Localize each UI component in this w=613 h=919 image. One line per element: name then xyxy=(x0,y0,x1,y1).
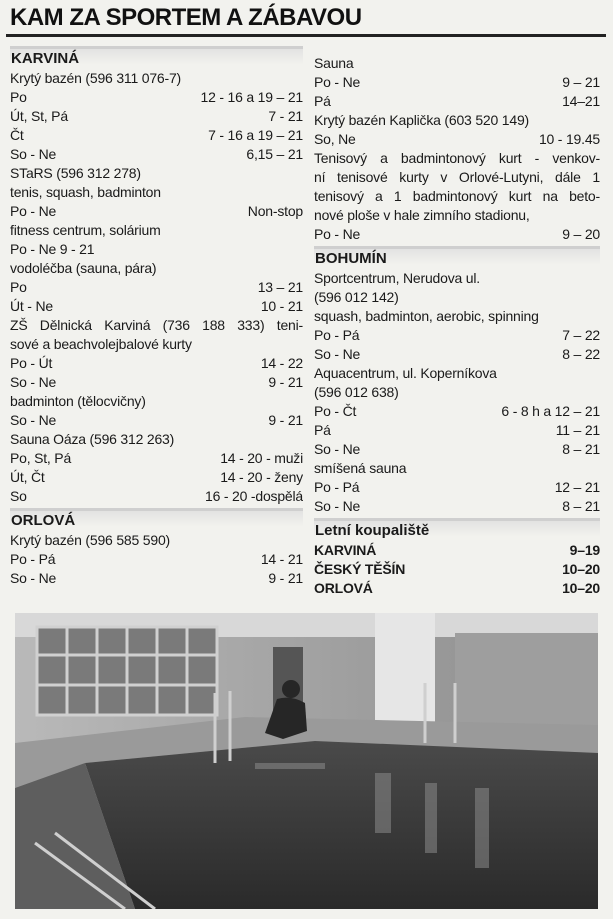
row-label: Krytý bazén (596 311 076-7) xyxy=(10,70,182,86)
schedule-row xyxy=(314,92,600,111)
schedule-row xyxy=(10,411,303,430)
section-heading: KARVINÁ xyxy=(10,46,303,69)
row-hours: 7 – 22 xyxy=(562,327,600,343)
row-label: Sauna xyxy=(314,55,354,71)
row-hours: 13 – 21 xyxy=(257,279,303,295)
row-label: STaRS (596 312 278) xyxy=(10,165,141,181)
headline: KAM ZA SPORTEM A ZÁBAVOU xyxy=(10,4,362,31)
text-line: tenisový a 1 badmintonový kurt na beto- xyxy=(314,188,600,204)
row-label: So, Ne xyxy=(314,131,356,147)
row-hours: 14 - 21 xyxy=(260,551,303,567)
schedule-row xyxy=(10,487,303,506)
row-hours: 14 - 22 xyxy=(260,355,303,371)
row-hours: 9 – 20 xyxy=(562,226,600,242)
text-line xyxy=(10,335,303,354)
row-label: So - Ne xyxy=(10,146,57,162)
schedule-row xyxy=(314,326,600,345)
row-label: ČESKÝ TĚŠÍN xyxy=(314,561,406,577)
row-label: Po - Ne xyxy=(314,74,361,90)
left-column xyxy=(10,44,303,588)
row-label: (596 012 142) xyxy=(314,289,399,305)
schedule-row xyxy=(10,468,303,487)
row-label: Po - Út xyxy=(10,355,53,371)
row-label: Po xyxy=(10,279,27,295)
row-hours: 9–19 xyxy=(569,542,600,558)
text-line xyxy=(10,164,303,183)
text-line xyxy=(10,240,303,259)
row-label: Sportcentrum, Nerudova ul. xyxy=(314,270,480,286)
text-line xyxy=(10,69,303,88)
row-label: sové a beachvolejbalové kurty xyxy=(10,336,192,352)
row-label: fitness centrum, solárium xyxy=(10,222,161,238)
text-line: Tenisový a badmintonový kurt - venkov- xyxy=(314,150,600,166)
row-hours: 8 – 21 xyxy=(562,498,600,514)
row-label: Út, Čt xyxy=(10,469,45,485)
schedule-row xyxy=(314,73,600,92)
text-line xyxy=(314,307,600,326)
row-label: smíšená sauna xyxy=(314,460,407,476)
row-label: Po - Pá xyxy=(314,479,360,495)
pool-photo xyxy=(15,613,598,909)
schedule-row xyxy=(314,225,600,244)
row-label: Pá xyxy=(314,422,331,438)
schedule-row xyxy=(10,126,303,145)
schedule-row xyxy=(10,278,303,297)
schedule-row xyxy=(10,107,303,126)
row-label: KARVINÁ xyxy=(314,542,377,558)
row-label: Po - Pá xyxy=(314,327,360,343)
row-label: Po, St, Pá xyxy=(10,450,72,466)
schedule-row xyxy=(314,478,600,497)
row-hours: 7 - 21 xyxy=(268,108,303,124)
row-label: So xyxy=(10,488,27,504)
schedule-row xyxy=(10,145,303,164)
schedule-row xyxy=(10,202,303,221)
row-hours: 14–21 xyxy=(562,93,600,109)
row-label: So - Ne xyxy=(10,412,57,428)
row-label: Pá xyxy=(314,93,331,109)
row-hours: Non-stop xyxy=(247,203,303,219)
schedule-row xyxy=(314,421,600,440)
row-hours: 6,15 – 21 xyxy=(246,146,303,162)
row-hours: 8 – 22 xyxy=(562,346,600,362)
row-hours: 11 – 21 xyxy=(555,422,600,438)
row-hours: 7 - 16 a 19 – 21 xyxy=(208,127,303,143)
row-label: Út - Ne xyxy=(10,298,53,314)
row-label: Krytý bazén (596 585 590) xyxy=(10,532,170,548)
text-line xyxy=(10,531,303,550)
section-heading: ORLOVÁ xyxy=(10,508,303,531)
row-label: badminton (tělocvičny) xyxy=(10,393,146,409)
text-line xyxy=(314,206,600,225)
section-heading: BOHUMÍN xyxy=(314,246,600,269)
row-label: Aquacentrum, ul. Koperníkova xyxy=(314,365,497,381)
row-label: Krytý bazén Kaplička (603 520 149) xyxy=(314,112,529,128)
row-hours: 14 - 20 - muži xyxy=(220,450,303,466)
schedule-row xyxy=(314,402,600,421)
row-label: vodoléčba (sauna, pára) xyxy=(10,260,157,276)
row-hours: 14 - 20 - ženy xyxy=(220,469,303,485)
schedule-row xyxy=(314,497,600,516)
text-line xyxy=(314,54,600,73)
row-hours: 10–20 xyxy=(562,580,600,596)
schedule-row xyxy=(314,541,600,560)
schedule-row xyxy=(314,345,600,364)
text-line xyxy=(10,259,303,278)
text-line xyxy=(314,288,600,307)
row-hours: 9 - 21 xyxy=(268,412,303,428)
row-label: Po xyxy=(10,89,27,105)
row-label: So - Ne xyxy=(10,374,57,390)
row-label: (596 012 638) xyxy=(314,384,399,400)
row-hours: 10 - 21 xyxy=(260,298,303,314)
schedule-row xyxy=(10,297,303,316)
schedule-row xyxy=(10,550,303,569)
row-label: squash, badminton, aerobic, spinning xyxy=(314,308,539,324)
row-label: nové ploše v hale zimního stadionu, xyxy=(314,207,530,223)
text-line xyxy=(10,221,303,240)
schedule-row xyxy=(10,88,303,107)
row-hours: 16 - 20 -dospělá xyxy=(205,488,303,504)
row-label: Čt xyxy=(10,127,24,143)
row-hours: 10 - 19.45 xyxy=(538,131,600,147)
row-label: Sauna Oáza (596 312 263) xyxy=(10,431,175,447)
row-label: Po - Ne xyxy=(10,203,57,219)
text-line xyxy=(10,183,303,202)
text-line xyxy=(10,430,303,449)
schedule-row xyxy=(10,354,303,373)
row-label: So - Ne xyxy=(314,441,361,457)
text-line xyxy=(314,111,600,130)
row-label: Po - Pá xyxy=(10,551,56,567)
schedule-row xyxy=(314,579,600,598)
row-label: ORLOVÁ xyxy=(314,580,373,596)
row-hours: 9 - 21 xyxy=(268,570,303,586)
row-hours: 6 - 8 h a 12 – 21 xyxy=(501,403,600,419)
row-hours: 8 – 21 xyxy=(562,441,600,457)
schedule-row xyxy=(314,130,600,149)
row-label: Po - Čt xyxy=(314,403,357,419)
text-line: ní tenisové kurty v Orlové-Lutyni, dále 1 xyxy=(314,169,600,185)
row-hours: 12 – 21 xyxy=(554,479,600,495)
schedule-row xyxy=(10,449,303,468)
text-line: ZŠ Dělnická Karviná (736 188 333) teni- xyxy=(10,317,303,333)
row-hours: 10–20 xyxy=(562,561,600,577)
row-label: Po - Ne xyxy=(314,226,361,242)
text-line xyxy=(314,459,600,478)
row-hours: 9 - 21 xyxy=(268,374,303,390)
row-label: So - Ne xyxy=(10,570,57,586)
schedule-row xyxy=(314,440,600,459)
text-line xyxy=(314,269,600,288)
row-label: tenis, squash, badminton xyxy=(10,184,161,200)
schedule-row xyxy=(10,569,303,588)
text-line xyxy=(314,383,600,402)
row-hours: 9 – 21 xyxy=(562,74,600,90)
row-label: So - Ne xyxy=(314,498,361,514)
text-line xyxy=(10,392,303,411)
row-label: So - Ne xyxy=(314,346,361,362)
headline-rule xyxy=(6,34,606,37)
row-label: Po - Ne 9 - 21 xyxy=(10,241,95,257)
section-heading: Letní koupaliště xyxy=(314,518,600,541)
schedule-row xyxy=(10,373,303,392)
schedule-row xyxy=(314,560,600,579)
row-label: Út, St, Pá xyxy=(10,108,68,124)
right-column xyxy=(314,54,600,598)
text-line xyxy=(314,364,600,383)
row-hours: 12 - 16 a 19 – 21 xyxy=(200,89,303,105)
